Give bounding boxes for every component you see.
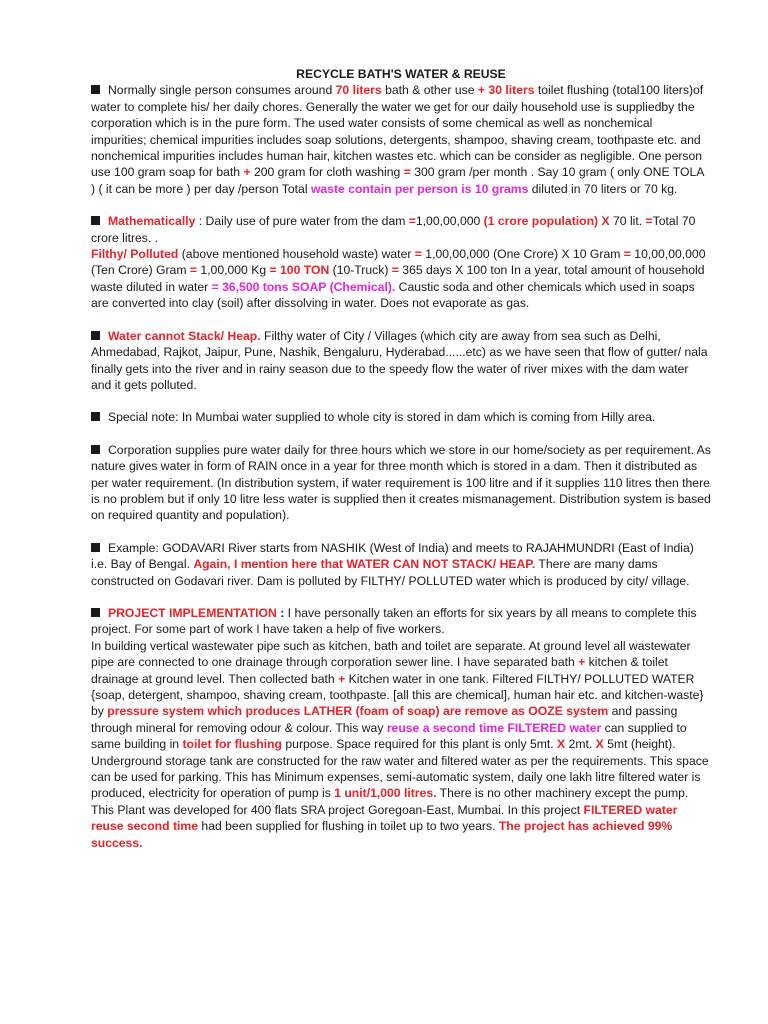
text-run: The project has achieved 99% success. [91,819,673,850]
text-run: 70 lit. [609,214,646,229]
paragraph-water-cannot-stack [91,328,711,394]
text-run: X [557,737,566,752]
paragraph-project-details [91,638,711,851]
text-run: 365 days X 100 ton In a year, total amount of household waste diluted in water [91,263,705,294]
text-run: = 36,500 tons SOAP (Chemical). [211,279,396,294]
text-run: Total 70 crore litres. . [91,214,696,245]
text-run: = 100 TON [269,263,330,278]
square-bullet-icon [91,216,100,225]
square-bullet-icon [91,543,100,552]
text-run: 200 gram for cloth washing [250,165,404,180]
text-run: FILTERED water reuse second time [91,802,678,834]
text-run: reuse a second time FILTERED water [386,720,602,735]
text-run: + [338,671,346,686]
text-run: : [276,605,288,620]
document-title: RECYCLE BATH'S WATER & REUSE [296,67,506,81]
square-bullet-icon [91,608,100,617]
text-run: can supplied to same building in [91,720,687,752]
text-run: toilet flushing (total100 liters)of water to complete his/ her daily chores. Generally the water we get for our daily household use is suppliedby the corporation which is in the pure form. The used water consists of some chemical as well as nonchemical impurities; chemical impurities includes soap solutions, detergents, shampoo, shaving cream, toothpaste etc. and nonchemical impurities includes human hair, kitchen wastes etc. which can be consider as negligible. One person use 100 gram soap for bath [91,83,704,180]
text-run: = [408,214,416,229]
text-run: 1 unit/1,000 litres. [334,786,437,801]
text-run: There are many dams constructed on Godavari river. Dam is polluted by FILTHY/ POLLUTED water which is produced by city/ village. [91,557,690,588]
text-run: 70 liters [335,83,382,98]
text-run: 1,00,00,000 (One Crore) X 10 Gram [421,247,624,262]
text-run: Filthy water of City / Villages (which city are away from sea such as Delhi, Ahmedabad, Rajkot, Jaipur, Pune, Nashik, Bengaluru, Hyderabad......etc) as we have seen that flow of gutter/ nala finally gets into the river and in rainy season due to the speedy flow the water of river mixes with the dam water and it gets polluted. [91,328,708,392]
text-run: (10-Truck) [329,263,392,278]
text-run: PROJECT IMPLEMENTATION [108,605,277,620]
square-bullet-icon [91,85,100,94]
text-run: toilet for flushing [182,737,282,752]
text-run: Normally single person consumes around [108,83,336,98]
document-page [91,66,711,867]
paragraph-filthy-polluted [91,246,711,312]
text-run: 10,00,00,000 (Ten Crore) Gram [91,247,706,278]
text-run: 2mt. [565,737,596,752]
text-run: 1,00,000 Kg [197,263,270,278]
text-run: + [243,165,251,180]
text-run: Water cannot Stack/ Heap. [108,328,261,343]
text-run: Special note: In Mumbai water supplied to whole city is stored in dam which is coming from Hilly area. [108,410,656,425]
text-run: (above mentioned household waste) water [178,247,415,262]
text-run: : Daily use of pure water from the dam [195,214,409,229]
text-run: = [403,165,411,180]
text-run: I have personally taken an efforts for six years by all means to complete this project. For some part of work I have taken a help of five workers. [91,605,697,637]
text-run: kitchen & toilet drainage at ground level. Then collected bath [91,655,668,686]
text-run: diluted in 70 liters or 70 kg. [528,181,678,196]
text-run: = [391,263,399,278]
text-run: Example: GODAVARI River starts from NASHIK (West of India) and meets to RAJAHMUNDRI (East of India) i.e. Bay of Bengal. [91,540,694,572]
text-run: 1,00,00,000 [415,214,484,229]
text-run: = [189,263,197,278]
paragraph-project-implementation [91,605,711,638]
square-bullet-icon [91,445,100,454]
text-run: 5mt (height). Underground storage tank are constructed for the raw water and filtered water as per the requirements. This space can be used for parking. This has Minimum expenses, semi-automatic system, daily one lakh litre filtered water is produced, electricity for operation of pump is [91,737,709,801]
paragraph-corporation-supply [91,442,711,524]
text-run: and passing through mineral for removing odour & colour. This way [91,704,678,735]
text-run: (1 crore population) X [483,214,610,229]
text-run: waste contain per person is 10 grams [310,181,529,196]
paragraph-special-note [91,409,711,425]
text-run: Caustic soda and other chemicals which used in soaps are converted into clay (soil) after dissolving in water. Does not evaporate as gas. [91,279,695,311]
text-run: Filthy/ Polluted [91,247,179,262]
text-run: 300 gram /per month . Say 10 gram ( only ONE TOLA ) ( it can be more ) per day /person Total [91,165,704,196]
text-run: = [414,247,422,262]
square-bullet-icon [91,412,100,421]
text-run: Kitchen water in one tank. Filtered FILTHY/ POLLUTED WATER {soap, detergent, shampoo, shaving cream, toothpaste. [all this are chemical], human hair etc. and kitchen-waste} by [91,671,704,719]
text-run: + 30 liters [477,83,535,98]
text-run: In building vertical wastewater pipe such as kitchen, bath and toilet are separate. At ground level all wastewater pipe are connected to one drainage through corporation sewer line. I have separated bath [91,638,691,670]
text-run: pressure system which produces LATHER (foam of soap) are remove as OOZE system [107,704,609,719]
text-run: Corporation supplies pure water daily for three hours which we store in our home/society as per requirement. As nature gives water in form of RAIN once in a year for three month which is stored in a dam. Then it distributed as per water requirement. (In distribution system, if water requirement is 100 litre and if it supplies 110 litres then there is no problem but if only 10 litre less water is supplied then it creates mismanagement. Distribution system is based on required quantity and population). [91,442,711,523]
text-run: Again, I mention here that WATER CAN NOT STACK/ HEAP. [193,557,536,572]
square-bullet-icon [91,331,100,340]
text-run: + [578,655,586,670]
text-run: = [645,214,653,229]
text-run: purpose. Space required for this plant is only 5mt. [282,737,558,752]
paragraph-godavari-example [91,540,711,589]
text-run: = [623,247,631,262]
text-run: Mathematically [108,214,196,229]
text-run: There is no other machinery except the pump. This Plant was developed for 400 flats SRA project Goregoan-East, Mumbai. In this project [91,786,689,817]
text-run: had been supplied for flushing in toilet up to two years. [198,819,499,834]
text-run: X [595,737,604,752]
paragraph-consumption [91,82,711,197]
text-run: bath & other use [381,83,478,98]
paragraph-mathematically [91,213,711,246]
